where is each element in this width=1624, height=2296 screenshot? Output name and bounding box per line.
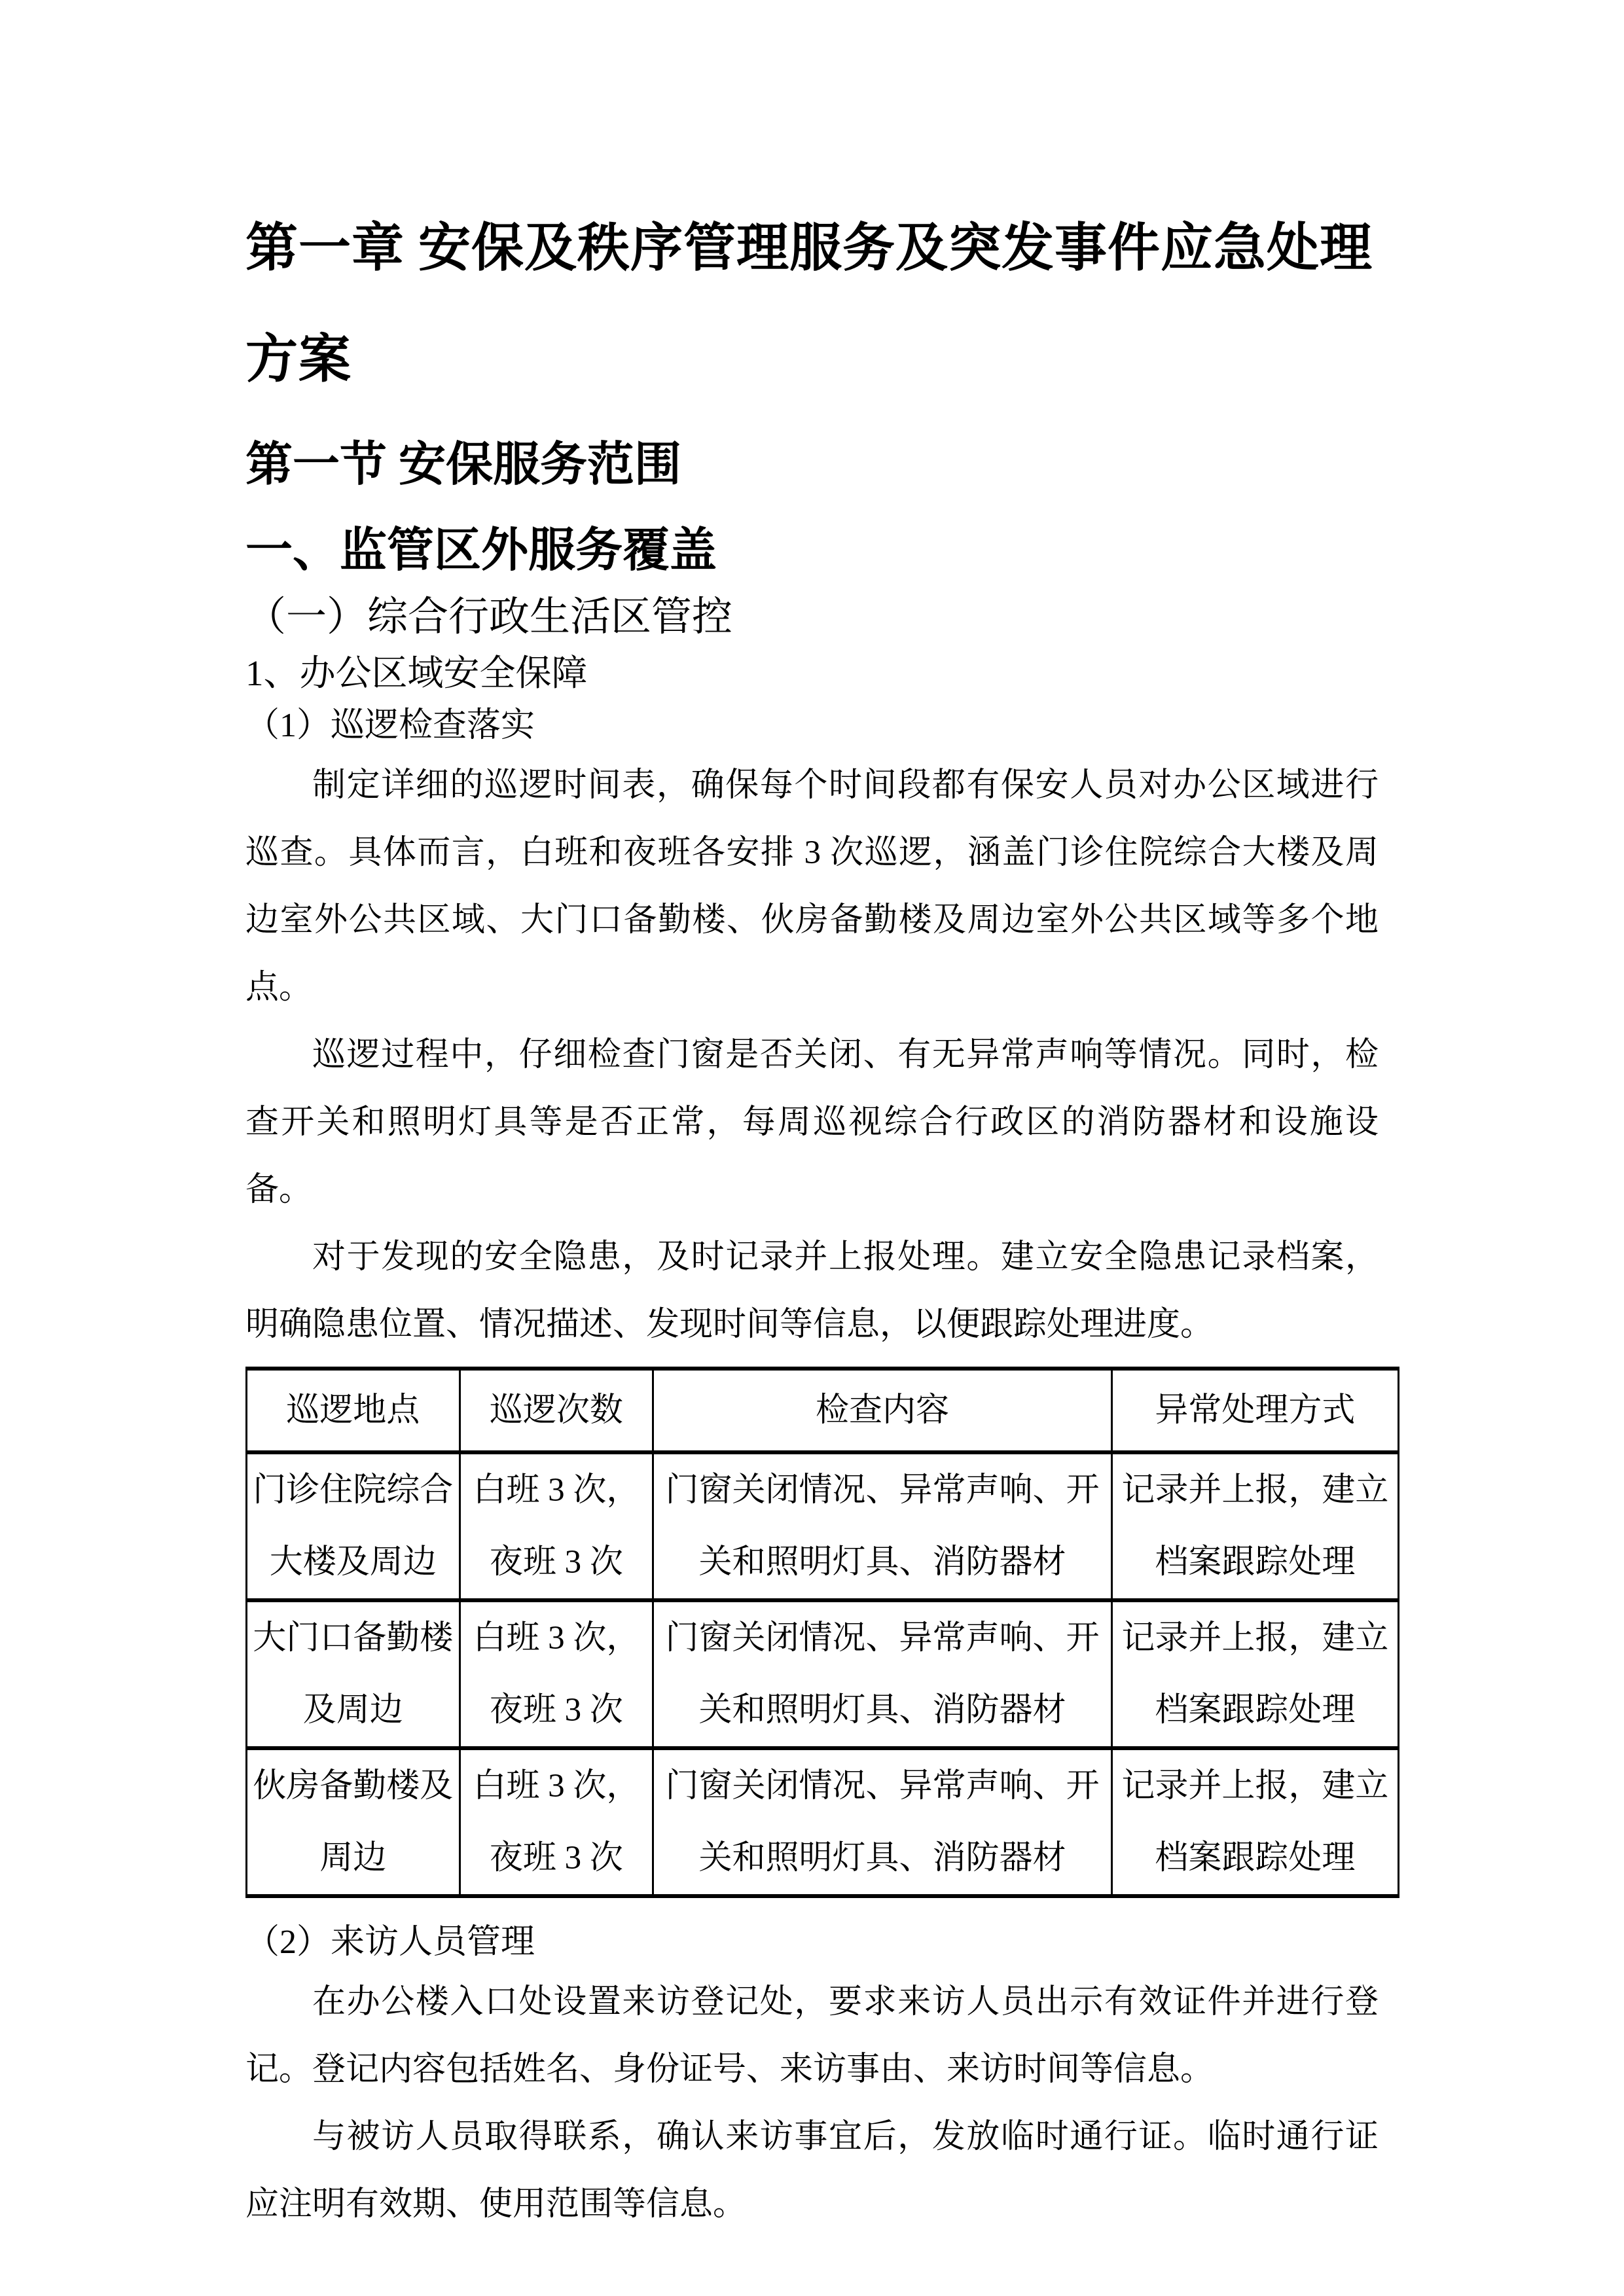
paragraph-visitor-pass: 与被访人员取得联系，确认来访事宜后，发放临时通行证。临时通行证应注明有效期、使用范围等信息。 [245,2119,1379,2223]
cell-frequency: 白班 3 次，夜班 3 次 [460,1748,653,1896]
table-header-location: 巡逻地点 [247,1369,460,1452]
heading-service-coverage: 一、监管区外服务覆盖 [245,524,717,577]
cell-content: 门窗关闭情况、异常声响、开关和照明灯具、消防器材 [653,1452,1111,1600]
table-row [247,1452,1399,1600]
cell-handling: 记录并上报，建立档案跟踪处理 [1111,1600,1398,1748]
chapter-title: 第一章 安保及秩序管理服务及突发事件应急处理方案 [245,220,1373,389]
cell-handling: 记录并上报，建立档案跟踪处理 [1111,1452,1398,1600]
cell-content: 门窗关闭情况、异常声响、开关和照明灯具、消防器材 [653,1748,1111,1896]
cell-location: 大门口备勤楼及周边 [247,1600,460,1748]
paragraph-hazard-records: 对于发现的安全隐患，及时记录并上报处理。建立安全隐患记录档案，明确隐患位置、情况描述、发现时间等信息，以便跟踪处理进度。 [245,1239,1379,1343]
table-row [247,1600,1399,1748]
heading-visitor-management: （2）来访人员管理 [245,1924,535,1961]
patrol-schedule-table [245,1367,1399,1898]
table-row [247,1748,1399,1896]
table-header-content: 检查内容 [653,1369,1111,1452]
section-title: 第一节 安保服务范围 [245,439,682,491]
heading-office-area-safety: 1、办公区域安全保障 [245,653,588,693]
heading-patrol-inspection: （1）巡逻检查落实 [245,707,535,744]
heading-admin-living-area: （一）综合行政生活区管控 [245,595,733,639]
cell-frequency: 白班 3 次，夜班 3 次 [460,1600,653,1748]
paragraph-patrol-process: 巡逻过程中，仔细检查门窗是否关闭、有无异常声响等情况。同时，检查开关和照明灯具等是否正常，每周巡视综合行政区的消防器材和设施设备。 [245,1037,1379,1208]
cell-frequency: 白班 3 次，夜班 3 次 [460,1452,653,1600]
cell-location: 伙房备勤楼及周边 [247,1748,460,1896]
cell-handling: 记录并上报，建立档案跟踪处理 [1111,1748,1398,1896]
table-header-row [247,1369,1399,1452]
cell-content: 门窗关闭情况、异常声响、开关和照明灯具、消防器材 [653,1600,1111,1748]
paragraph-visitor-registration: 在办公楼入口处设置来访登记处，要求来访人员出示有效证件并进行登记。登记内容包括姓名、身份证号、来访事由、来访时间等信息。 [245,1984,1379,2088]
table-header-frequency: 巡逻次数 [460,1369,653,1452]
paragraph-patrol-schedule: 制定详细的巡逻时间表，确保每个时间段都有保安人员对办公区域进行巡查。具体而言，白班和夜班各安排 3 次巡逻，涵盖门诊住院综合大楼及周边室外公共区域、大门口备勤楼、伙房备勤楼及周边室外公共区域等多个地点。 [245,767,1379,1006]
table-header-handling: 异常处理方式 [1111,1369,1398,1452]
cell-location: 门诊住院综合大楼及周边 [247,1452,460,1600]
